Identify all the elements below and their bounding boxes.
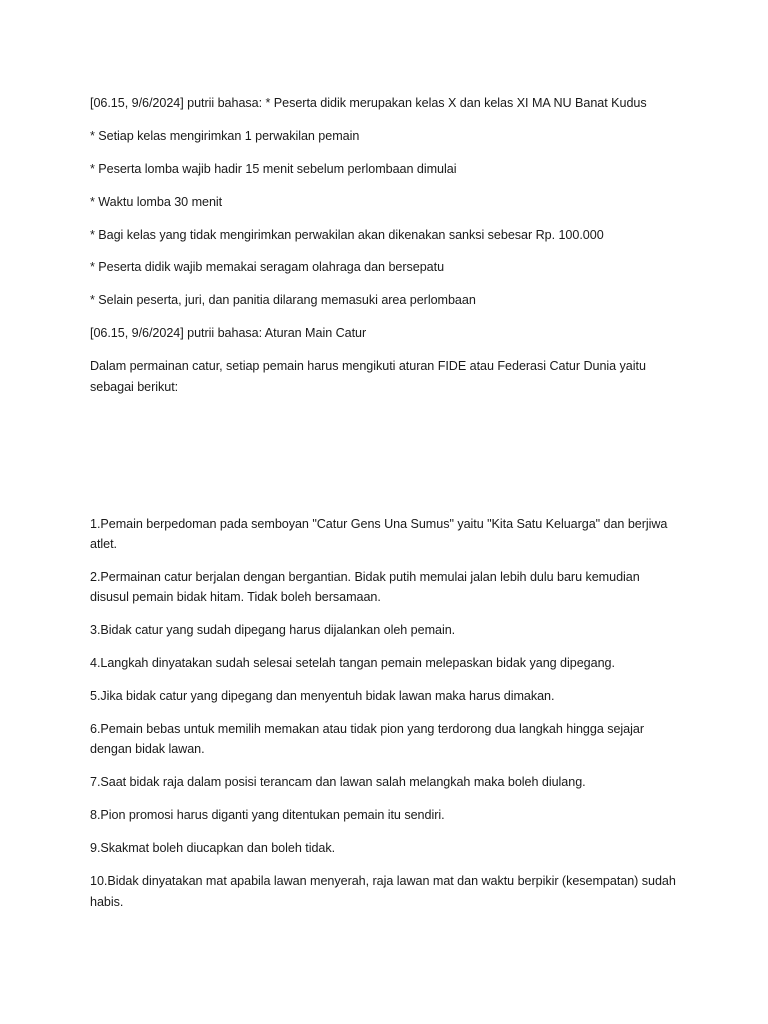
rule-item: 8.Pion promosi harus diganti yang ditentukan pemain itu sendiri. [90, 808, 445, 823]
document-page [90, 93, 680, 924]
rule-item: 4.Langkah dinyatakan sudah selesai setelah tangan pemain melepaskan bidak yang dipegang. [90, 656, 615, 671]
requirement-item: * Selain peserta, juri, dan panitia dilarang memasuki area perlombaan [90, 293, 476, 308]
rule-item: 7.Saat bidak raja dalam posisi terancam dan lawan salah melangkah maka boleh diulang. [90, 775, 586, 790]
chat-message-line: [06.15, 9/6/2024] putrii bahasa: * Peserta didik merupakan kelas X dan kelas XI MA NU Banat Kudus [90, 96, 647, 110]
rule-item: 2.Permainan catur berjalan dengan bergantian. Bidak putih memulai jalan lebih dulu baru kemudian disusul pemain bidak hitam. Tidak boleh bersamaan. [90, 569, 640, 605]
rule-item: 9.Skakmat boleh diucapkan dan boleh tidak. [90, 841, 336, 856]
chat-message-line: [06.15, 9/6/2024] putrii bahasa: Aturan Main Catur [90, 326, 367, 341]
requirement-item: * Bagi kelas yang tidak mengirimkan perwakilan akan dikenakan sanksi sebesar Rp. 100.000 [90, 227, 604, 242]
requirement-item: * Peserta didik wajib memakai seragam olahraga dan bersepatu [90, 260, 445, 275]
requirement-item: * Peserta lomba wajib hadir 15 menit sebelum perlombaan dimulai [90, 161, 457, 176]
rule-item: 10.Bidak dinyatakan mat apabila lawan menyerah, raja lawan mat dan waktu berpikir (kesempatan) sudah habis. [90, 874, 676, 909]
rule-item: 6.Pemain bebas untuk memilih memakan atau tidak pion yang terdorong dua langkah hingga sejajar dengan bidak lawan. [90, 721, 644, 757]
rule-item: 5.Jika bidak catur yang dipegang dan menyentuh bidak lawan maka harus dimakan. [90, 689, 555, 704]
requirement-item: * Waktu lomba 30 menit [90, 194, 223, 209]
rule-item: 1.Pemain berpedoman pada semboyan "Catur Gens Una Sumus" yaitu "Kita Satu Keluarga" dan berjiwa atlet. [90, 516, 668, 552]
requirement-item: * Setiap kelas mengirimkan 1 perwakilan pemain [90, 128, 360, 143]
rule-item: 3.Bidak catur yang sudah dipegang harus dijalankan oleh pemain. [90, 623, 456, 638]
blank-space [90, 410, 680, 514]
rules-intro-paragraph: Dalam permainan catur, setiap pemain harus mengikuti aturan FIDE atau Federasi Catur Dunia yaitu sebagai berikut: [90, 359, 646, 394]
